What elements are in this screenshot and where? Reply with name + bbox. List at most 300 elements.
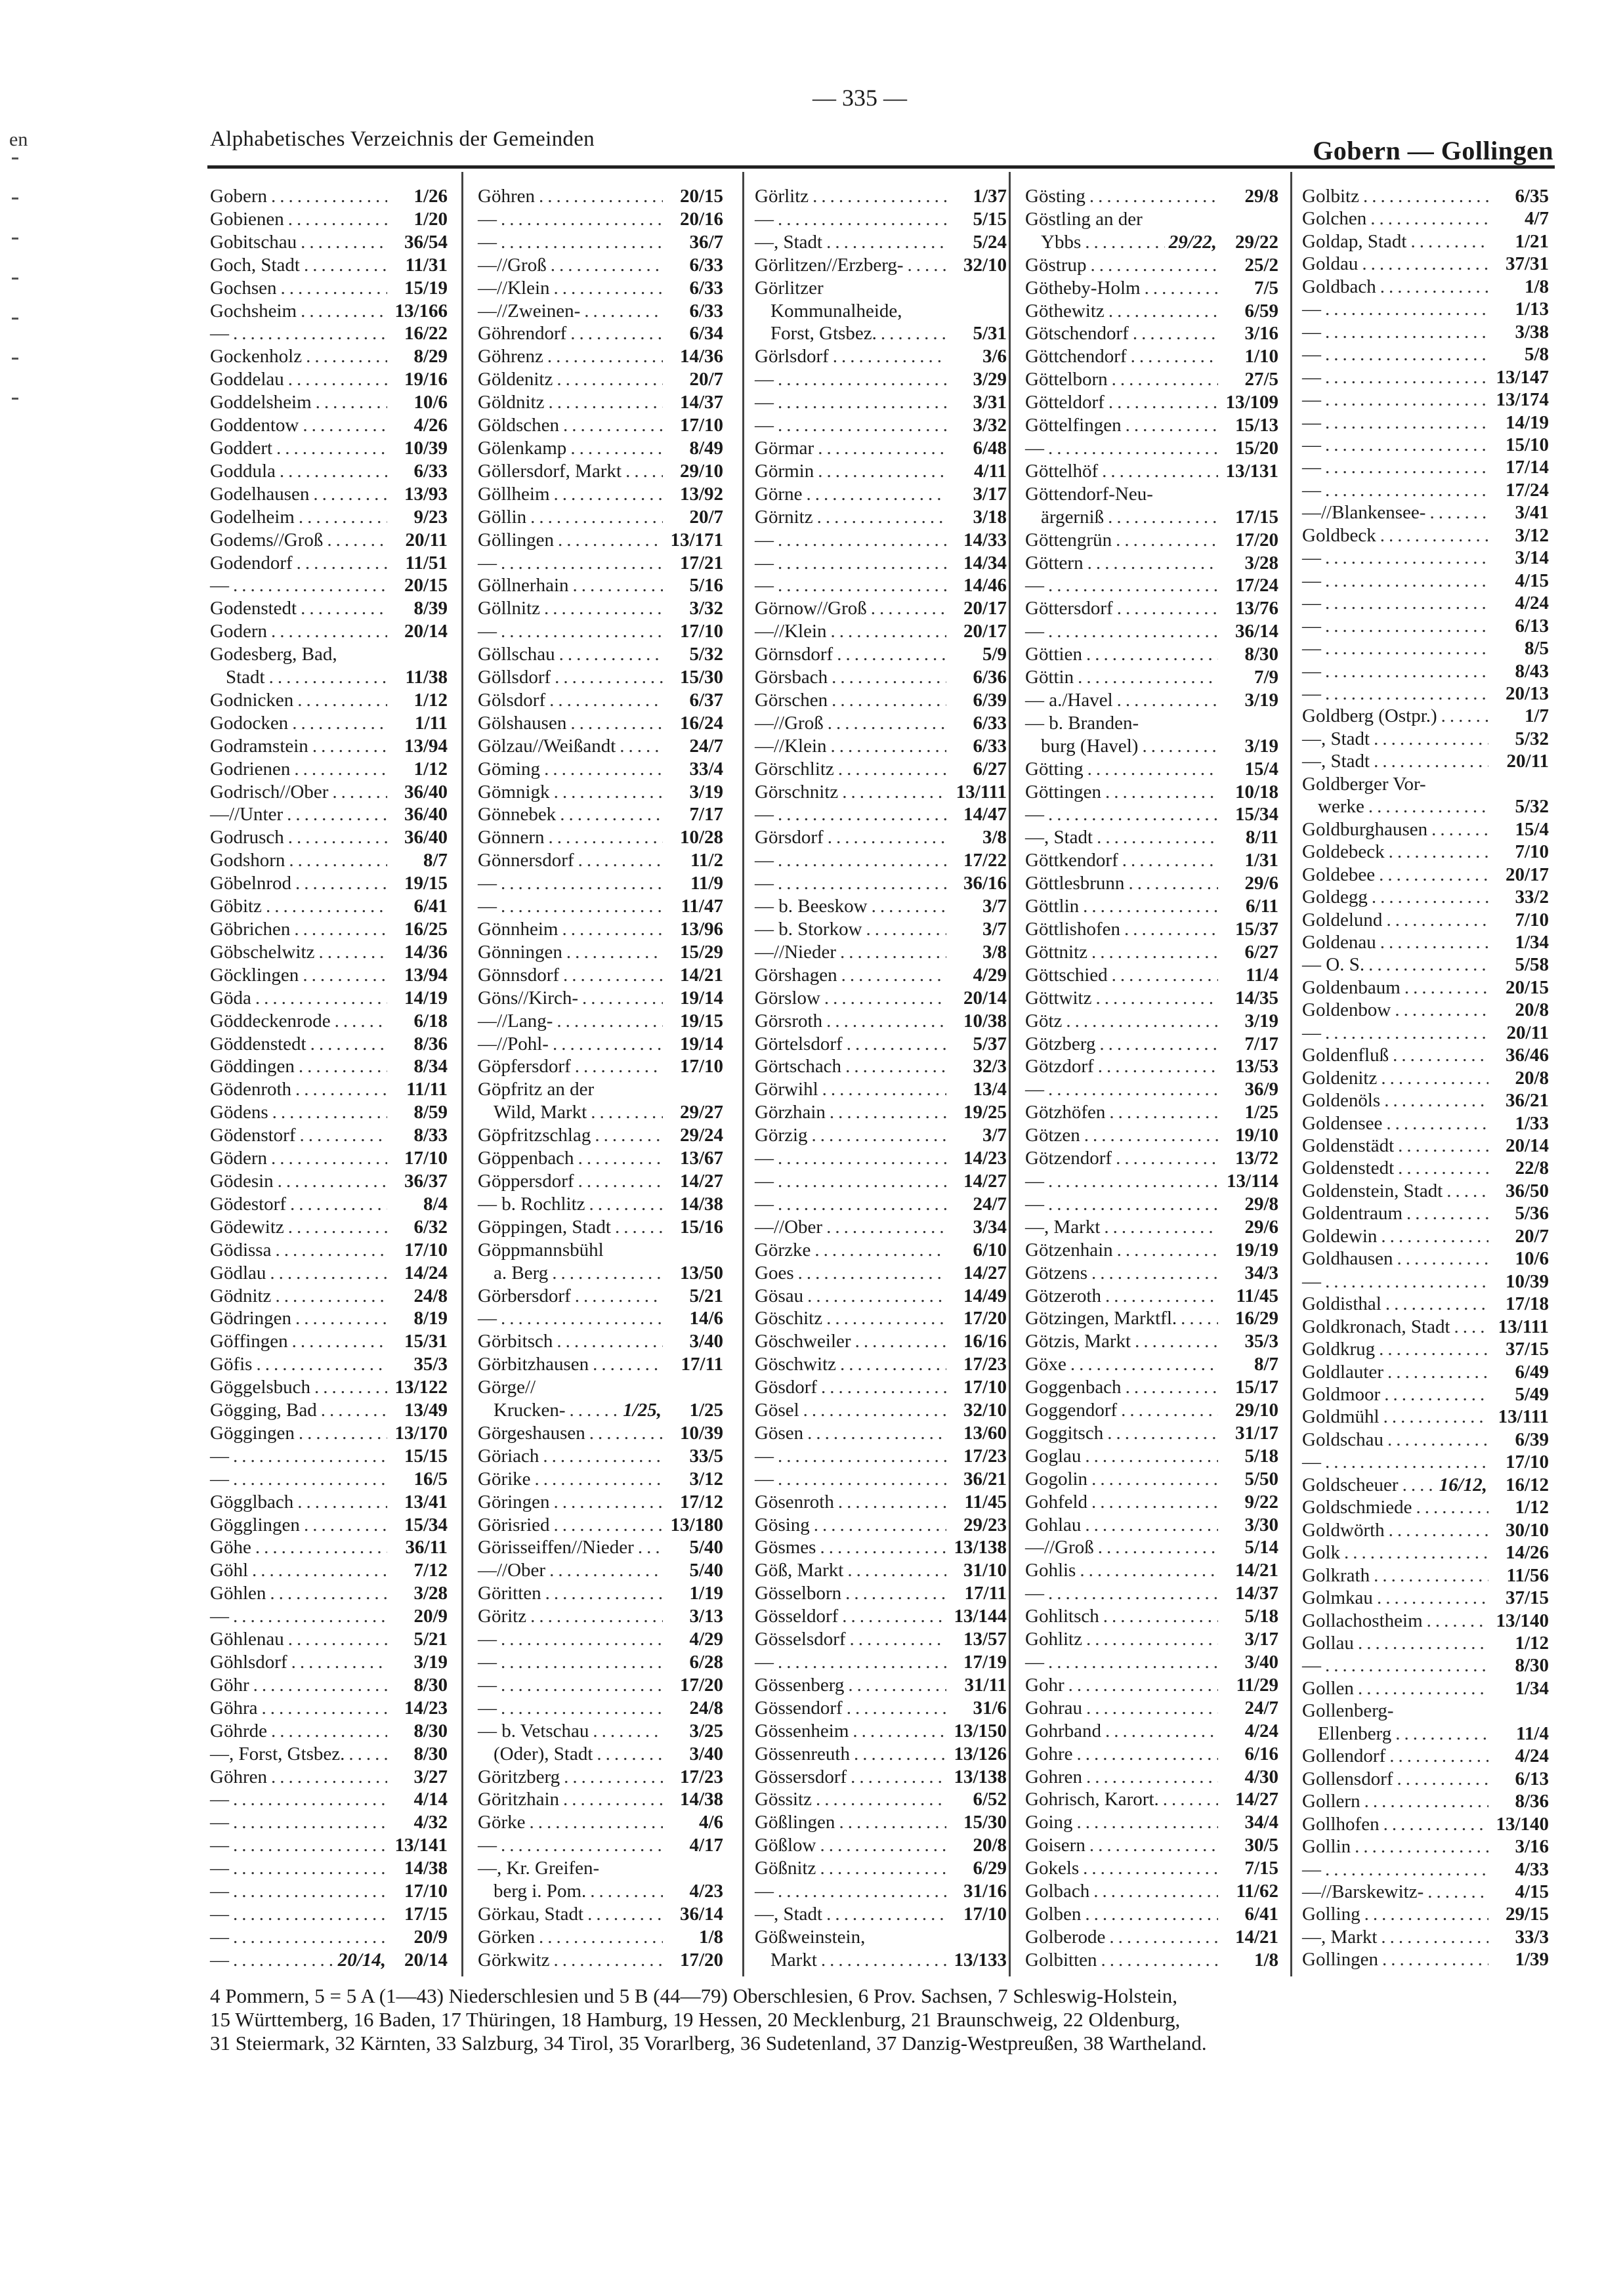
entry-reference: 11/51 <box>405 552 448 574</box>
dot-leader <box>554 1514 663 1536</box>
dot-leader <box>814 1239 946 1261</box>
index-entry <box>478 1834 723 1856</box>
dot-leader <box>625 460 663 482</box>
entry-name: Gollen <box>1302 1677 1354 1699</box>
dot-leader <box>278 1170 387 1192</box>
dot-leader <box>544 597 663 619</box>
entry-reference: 24/7 <box>973 1193 1007 1215</box>
entry-reference: 5/32 <box>689 644 723 665</box>
entry-name: Göttlesbrunn <box>1025 873 1125 894</box>
entry-name: Gödenroth <box>210 1079 292 1100</box>
entry-reference: 3/19 <box>1244 689 1278 711</box>
dot-leader <box>545 1582 663 1604</box>
dot-leader <box>1163 1788 1218 1810</box>
dot-leader <box>1363 185 1488 207</box>
dot-leader <box>839 1811 946 1833</box>
index-entry <box>755 1147 1007 1169</box>
index-entry <box>1025 1766 1278 1788</box>
dot-leader <box>554 483 663 505</box>
index-entry <box>478 506 723 528</box>
entry-name: — <box>1025 575 1044 596</box>
dot-leader <box>584 300 663 322</box>
index-entry <box>755 1903 1007 1925</box>
dot-leader <box>851 1766 946 1788</box>
dot-leader <box>821 1376 946 1398</box>
dot-leader <box>1325 1451 1488 1473</box>
entry-reference: 14/38 <box>404 1858 448 1879</box>
entry-reference: 15/10 <box>1505 434 1549 455</box>
index-entry <box>1025 1514 1278 1536</box>
entry-name: Göschweiler <box>755 1331 851 1352</box>
entry-name: Goldscheuer <box>1302 1474 1399 1495</box>
entry-reference: 11/47 <box>681 896 723 917</box>
entry-name: Gollingen <box>1302 1949 1378 1971</box>
dot-leader <box>1386 1112 1488 1135</box>
entry-reference: 1/25 <box>1244 1102 1278 1123</box>
entry-name: — <box>210 1835 229 1856</box>
index-entry <box>1302 1247 1549 1270</box>
index-entry <box>478 1536 723 1558</box>
entry-reference: 11/31 <box>405 254 448 276</box>
index-entry <box>1025 1491 1278 1513</box>
dot-leader <box>1083 1857 1218 1879</box>
index-entry <box>210 345 448 367</box>
index-entry <box>1025 1239 1278 1261</box>
entry-reference: 24/7 <box>1244 1697 1278 1719</box>
entry-reference: 1/12 <box>413 758 448 780</box>
entry-name: Goldegg <box>1302 887 1368 908</box>
entry-name: Gollau <box>1302 1633 1354 1654</box>
entry-name: — <box>1302 434 1321 455</box>
entry-name: Göstrup <box>1025 254 1087 276</box>
index-entry <box>1302 660 1549 682</box>
dot-leader <box>332 781 387 803</box>
dot-leader <box>818 437 946 459</box>
index-entry <box>1025 987 1278 1009</box>
entry-name: Goldenöls <box>1302 1090 1381 1112</box>
index-entry <box>210 1605 448 1627</box>
entry-reference: 14/46 <box>963 575 1007 596</box>
index-entry <box>1302 637 1549 659</box>
entry-name: Gösseldorf <box>755 1606 839 1627</box>
dot-leader <box>233 1903 387 1925</box>
entry-reference: 5/14 <box>1244 1537 1278 1558</box>
entry-reference: 37/15 <box>1505 1339 1549 1360</box>
index-entry <box>478 1788 723 1810</box>
entry-name: —, Stadt <box>755 1903 823 1925</box>
entry-reference: 6/36 <box>973 667 1007 688</box>
entry-reference: 3/13 <box>689 1606 723 1627</box>
dot-leader <box>1429 501 1488 524</box>
index-entry <box>210 712 448 734</box>
index-entry <box>755 597 1007 619</box>
entry-name: Goddelsheim <box>210 392 312 413</box>
index-entry <box>478 322 723 344</box>
entry-name: Gögglingen <box>210 1514 300 1535</box>
dot-leader <box>297 689 387 711</box>
entry-name: Göddenstedt <box>210 1033 306 1054</box>
entry-reference: 17/22 <box>963 850 1007 871</box>
index-entry <box>1025 1147 1278 1169</box>
entry-reference: 17/10 <box>963 1903 1007 1925</box>
entry-name: Ellenberg <box>1318 1722 1392 1744</box>
entry-reference: 17/10 <box>679 415 723 436</box>
entry-name: Goggendorf <box>1025 1400 1118 1421</box>
entry-name: Götheby-Holm <box>1025 277 1141 299</box>
entry-name: — <box>478 208 497 230</box>
dot-leader <box>831 735 946 757</box>
entry-reference: 17/10 <box>404 1239 448 1261</box>
dot-leader <box>303 414 387 436</box>
entry-reference: 29/27 <box>679 1102 723 1123</box>
index-entry <box>755 574 1007 596</box>
dot-leader <box>255 1536 387 1558</box>
dot-leader <box>321 1399 387 1421</box>
dot-leader <box>1078 666 1218 688</box>
margin-marks <box>0 157 20 499</box>
entry-reference: 14/35 <box>1234 987 1278 1009</box>
entry-name: Gössenheim <box>755 1720 849 1742</box>
entry-reference: 4/24 <box>1515 593 1549 614</box>
index-entry <box>210 1422 448 1444</box>
entry-reference: 6/13 <box>1515 1768 1549 1789</box>
dot-leader <box>304 1514 387 1536</box>
dot-leader <box>778 1147 946 1169</box>
entry-reference: 4/24 <box>1244 1720 1278 1742</box>
index-entry <box>1025 1559 1278 1581</box>
entry-name: berg i. Pom. <box>494 1881 587 1902</box>
dot-leader <box>301 300 387 322</box>
dot-leader <box>501 1674 663 1696</box>
entry-name: — <box>1302 366 1321 388</box>
index-entry <box>1025 1055 1278 1077</box>
entry-name: Göbrichen <box>210 919 291 940</box>
entry-name: Gogolin <box>1025 1468 1088 1490</box>
entry-name: Göda <box>210 987 251 1009</box>
running-header-range: Gobern — Gollingen <box>1313 136 1553 165</box>
entry-reference: 35/3 <box>1244 1331 1278 1352</box>
dot-leader <box>838 1491 946 1513</box>
index-entry <box>1025 1078 1278 1100</box>
dot-leader <box>1086 1766 1218 1788</box>
entry-name: Gönnersdorf <box>478 850 574 871</box>
entry-reference: 3/12 <box>689 1468 723 1490</box>
entry-reference: 19/14 <box>679 1033 723 1054</box>
entry-reference: 17/23 <box>679 1766 723 1787</box>
entry-reference: 4/15 <box>1515 570 1549 591</box>
entry-name: Götzendorf <box>1025 1148 1112 1169</box>
index-column-5 <box>1302 185 1549 1971</box>
entry-name: Forst, Gtsbez. <box>770 323 877 344</box>
entry-reference: 3/7 <box>982 1125 1007 1146</box>
entry-name: — <box>478 552 497 574</box>
dot-leader <box>335 1010 387 1032</box>
entry-reference: 14/33 <box>963 529 1007 551</box>
dot-leader <box>881 322 946 344</box>
dot-leader <box>840 941 946 963</box>
index-entry <box>1302 909 1549 931</box>
dot-leader <box>271 1147 387 1169</box>
entry-name: —, Forst, Gtsbez. <box>210 1743 345 1764</box>
entry-reference: 29/10 <box>1234 1400 1278 1421</box>
index-entry <box>210 1514 448 1536</box>
index-entry <box>478 758 723 780</box>
index-entry <box>210 1055 448 1077</box>
entry-name: Görke <box>478 1812 526 1833</box>
entry-reference: 6/35 <box>1515 186 1549 207</box>
entry-name: Göschwitz <box>755 1354 837 1375</box>
entry-name: Goldenau <box>1302 931 1376 953</box>
index-entry <box>1302 1270 1549 1293</box>
entry-name: Görschen <box>755 689 828 711</box>
dot-leader <box>830 1101 946 1123</box>
entry-reference: 3/17 <box>1244 1629 1278 1650</box>
entry-reference: 20/9 <box>413 1606 448 1627</box>
dot-leader <box>1325 1270 1488 1293</box>
entry-reference: 5/16 <box>689 575 723 596</box>
entry-reference: 1/12 <box>413 689 448 711</box>
entry-name: — <box>755 1445 774 1467</box>
index-entry <box>478 1605 723 1627</box>
entry-name: Goldschmiede <box>1302 1497 1412 1518</box>
index-entry <box>478 277 723 299</box>
entry-name: Goldebeck <box>1302 841 1385 863</box>
entry-reference: 24/7 <box>689 735 723 757</box>
dot-leader <box>1077 1811 1219 1833</box>
entry-name: Goldelund <box>1302 909 1383 930</box>
entry-reference: 3/8 <box>982 941 1007 963</box>
dot-leader <box>1133 322 1218 344</box>
entry-name: Gönnern <box>478 827 545 848</box>
entry-reference: 13/144 <box>954 1606 1007 1627</box>
entry-name: Göldschen <box>478 415 560 436</box>
index-entry <box>210 368 448 390</box>
entry-reference: 13/50 <box>679 1262 723 1284</box>
dot-leader <box>1135 1330 1218 1352</box>
dot-leader <box>288 1216 387 1238</box>
index-entry <box>1302 1022 1549 1044</box>
entry-reference: 8/7 <box>423 850 448 871</box>
entry-reference: 8/30 <box>1244 644 1278 665</box>
dot-leader <box>1096 987 1219 1009</box>
dot-leader <box>838 758 946 780</box>
entry-name: — b. Storkow <box>755 919 862 940</box>
entry-name: Götz <box>1025 1010 1063 1032</box>
entry-name: — <box>1302 321 1321 343</box>
entry-name: — <box>1025 437 1044 459</box>
entry-name: Gödern <box>210 1148 267 1169</box>
entry-name: Görisried <box>478 1514 550 1535</box>
dot-leader <box>1364 1903 1488 1925</box>
index-entry <box>755 368 1007 390</box>
index-entry <box>1025 1033 1278 1055</box>
entry-reference: 3/7 <box>982 896 1007 917</box>
index-entry <box>478 1055 723 1077</box>
entry-name: — <box>478 621 497 642</box>
entry-name: — <box>210 1903 229 1925</box>
index-entry <box>755 826 1007 848</box>
entry-name: Wild, Markt <box>494 1102 587 1123</box>
entry-name: — <box>1302 411 1321 433</box>
index-entry <box>478 1720 723 1742</box>
dot-leader <box>1325 682 1488 705</box>
index-entry <box>478 1445 723 1467</box>
index-entry <box>210 1788 448 1810</box>
entry-name: Göllin <box>478 506 527 528</box>
entry-reference: 5/32 <box>1515 796 1549 818</box>
index-entry <box>1025 1445 1278 1467</box>
entry-reference: 14/24 <box>404 1262 448 1284</box>
index-entry <box>1302 1429 1549 1451</box>
entry-reference: 37/31 <box>1505 253 1549 275</box>
entry-reference: 20/13 <box>1505 682 1549 704</box>
dot-leader <box>301 231 387 253</box>
dot-leader <box>850 1628 946 1650</box>
index-entry <box>755 529 1007 551</box>
index-entry <box>1302 1835 1549 1858</box>
dot-leader <box>552 1262 663 1284</box>
dot-leader <box>1370 207 1488 230</box>
index-entry <box>1302 1903 1549 1925</box>
entry-name: Göttschied <box>1025 964 1108 986</box>
entry-reference: 3/19 <box>1244 1010 1278 1032</box>
dot-leader <box>1325 343 1488 365</box>
index-entry <box>1025 208 1278 230</box>
entry-reference: 5/9 <box>982 644 1007 665</box>
dot-leader <box>253 1674 387 1696</box>
entry-reference: 13/93 <box>404 483 448 505</box>
entry-name: Golchen <box>1302 208 1367 230</box>
dot-leader <box>1377 1587 1488 1609</box>
entry-reference: 16/5 <box>413 1468 448 1490</box>
entry-reference: 11/38 <box>405 667 448 688</box>
entry-name: — a./Havel <box>1025 689 1113 711</box>
dot-leader <box>1085 1514 1218 1536</box>
index-entry <box>478 1101 723 1123</box>
dot-leader <box>778 849 946 871</box>
dot-leader <box>557 1010 663 1032</box>
entry-reference: 36/7 <box>689 231 723 253</box>
entry-reference: 20/16 <box>679 208 723 230</box>
dot-leader <box>1325 366 1488 388</box>
entry-name: — <box>1302 1655 1321 1677</box>
entry-name: — <box>1302 660 1321 682</box>
entry-reference: 6/13 <box>1515 615 1549 637</box>
index-entry <box>1025 506 1278 528</box>
entry-name: Gösselsdorf <box>755 1629 846 1650</box>
entry-name: Görzig <box>755 1125 808 1146</box>
index-entry <box>755 1055 1007 1077</box>
dot-leader <box>1441 705 1488 727</box>
dot-leader <box>593 1353 663 1375</box>
dot-leader <box>1389 1745 1488 1767</box>
index-entry <box>478 872 723 894</box>
index-entry <box>478 1262 723 1284</box>
entry-reference: 1/11 <box>415 712 448 734</box>
index-entry <box>1302 818 1549 841</box>
index-entry <box>755 1239 1007 1261</box>
entry-reference: 14/19 <box>1505 411 1549 433</box>
entry-reference: 20/11 <box>1506 1022 1549 1043</box>
index-entry <box>1302 570 1549 592</box>
index-entry <box>755 1193 1007 1215</box>
entry-name: Goldkronach, Stadt <box>1302 1316 1450 1337</box>
index-entry <box>755 1857 1007 1879</box>
entry-reference: 8/4 <box>423 1193 448 1215</box>
index-entry <box>478 1124 723 1146</box>
dot-leader <box>276 437 387 459</box>
entry-name: Goldewin <box>1302 1225 1378 1247</box>
entry-name: Godenstedt <box>210 598 297 619</box>
entry-reference: 15/30 <box>963 1812 1007 1833</box>
entry-name: Göttelfingen <box>1025 415 1122 436</box>
entry-name: Görsdorf <box>755 827 824 848</box>
entry-name: Gömnigk <box>478 781 550 803</box>
index-entry <box>478 1078 723 1100</box>
dot-leader <box>1344 1541 1488 1564</box>
index-entry <box>1025 574 1278 596</box>
index-entry <box>210 918 448 940</box>
entry-name: Görge// <box>478 1377 536 1398</box>
entry-reference: 8/19 <box>413 1308 448 1329</box>
dot-leader <box>778 803 946 825</box>
dot-leader <box>1097 826 1218 848</box>
dot-leader <box>501 1697 663 1719</box>
entry-name: Goldenstädt <box>1302 1135 1395 1157</box>
column-divider <box>1009 172 1011 1976</box>
entry-reference: 14/26 <box>1505 1542 1549 1564</box>
dot-leader <box>828 826 946 848</box>
entry-name: Gössitz <box>755 1789 812 1810</box>
index-entry <box>210 1674 448 1696</box>
dot-leader <box>1085 1445 1218 1467</box>
index-entry <box>1025 712 1278 734</box>
entry-reference: 20/17 <box>963 598 1007 619</box>
entry-name: Göhl <box>210 1560 248 1581</box>
entry-reference: 17/19 <box>963 1652 1007 1673</box>
entry-reference: 13/72 <box>1234 1148 1278 1169</box>
entry-reference: 13/166 <box>394 300 448 322</box>
entry-reference: 6/49 <box>1515 1361 1549 1383</box>
entry-name: Gohlis <box>1025 1560 1076 1581</box>
entry-reference: 3/12 <box>1515 524 1549 546</box>
entry-name: Görshagen <box>755 964 837 986</box>
entry-reference: 3/38 <box>1515 321 1549 343</box>
entry-reference: 34/4 <box>1244 1812 1278 1833</box>
index-entry <box>755 1559 1007 1581</box>
entry-reference: 5/21 <box>689 1285 723 1306</box>
index-entry <box>1025 918 1278 940</box>
entry-name: werke <box>1318 796 1364 818</box>
index-entry <box>478 781 723 803</box>
entry-name: — <box>755 873 774 894</box>
entry-name: Goddelau <box>210 369 284 390</box>
entry-reference: 3/16 <box>1244 323 1278 344</box>
entry-reference: 3/7 <box>982 919 1007 940</box>
entry-name: —, Markt <box>1025 1216 1101 1238</box>
entry-name: Gödenstorf <box>210 1125 296 1146</box>
index-entry <box>478 483 723 505</box>
entry-reference: 20/14 <box>1505 1135 1549 1157</box>
dot-leader <box>820 1857 946 1879</box>
entry-name: — <box>1302 344 1321 365</box>
index-entry <box>1302 864 1549 886</box>
index-entry <box>1025 735 1278 757</box>
entry-reference: 14/36 <box>679 346 723 367</box>
entry-name: Görschnitz <box>755 781 839 803</box>
dot-leader <box>1116 1147 1218 1169</box>
index-entry <box>755 552 1007 574</box>
